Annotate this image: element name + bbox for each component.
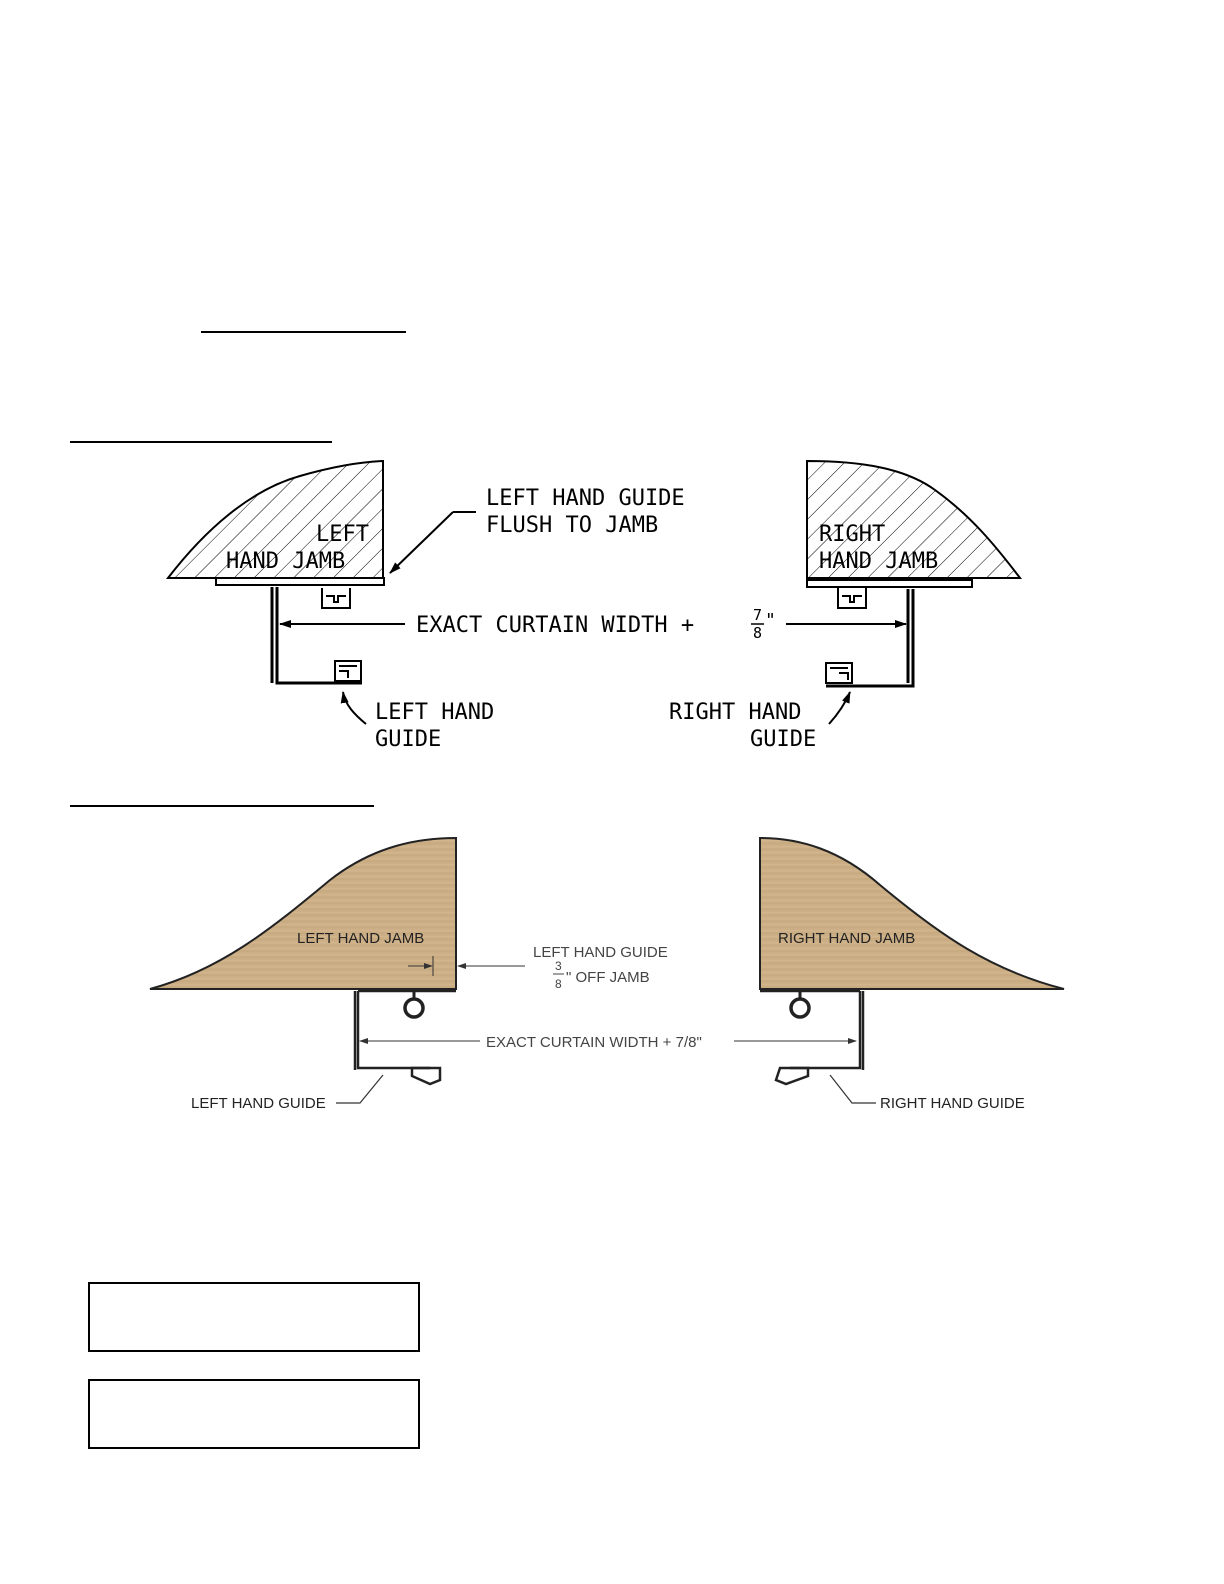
right-jamb2-label: RIGHT HAND JAMB <box>778 930 916 947</box>
drawing-1-labels <box>226 486 938 752</box>
guide-flush-label-2: FLUSH TO JAMB <box>486 513 659 538</box>
width2-label: EXACT CURTAIN WIDTH + 7/8" <box>486 1034 702 1051</box>
guide-flush-label-1: LEFT HAND GUIDE <box>486 486 685 511</box>
left-guide-plate <box>216 578 384 585</box>
right-guide-body <box>760 991 863 1070</box>
left-lower-clip-icon <box>335 661 361 681</box>
left-jamb2-label: LEFT HAND JAMB <box>297 930 425 947</box>
left-guide-eyelet-icon <box>405 991 423 1017</box>
right-guide2-label: RIGHT HAND GUIDE <box>880 1095 1025 1112</box>
width-fraction-den: 8 <box>753 624 763 642</box>
left-guide2-leader <box>336 1075 383 1103</box>
width-label: EXACT CURTAIN WIDTH + <box>416 613 695 638</box>
left-jamb-label-1: LEFT <box>316 522 369 547</box>
offset-fraction-num: 3 <box>555 959 562 973</box>
right-lower-clip-icon <box>826 663 852 683</box>
left-upper-clip-icon <box>322 588 350 608</box>
left-guide2-label: LEFT HAND GUIDE <box>191 1095 326 1112</box>
width-fraction-num: 7 <box>753 606 763 624</box>
right-upper-clip-icon <box>838 588 866 608</box>
offset-label-2: " OFF JAMB <box>566 969 650 986</box>
right-jamb-wood <box>760 838 1064 989</box>
right-guide-label-2: GUIDE <box>750 727 817 752</box>
left-guide-label-2: GUIDE <box>375 727 442 752</box>
right-guide-plate <box>807 580 972 587</box>
right-jamb-label-1: RIGHT <box>819 522 886 547</box>
right-guide-eyelet-icon <box>791 991 809 1017</box>
offset-label-1: LEFT HAND GUIDE <box>533 944 668 961</box>
flush-leader <box>390 512 453 573</box>
left-guide-leader <box>343 692 366 724</box>
right-guide-leader <box>829 692 850 724</box>
offset-fraction-den: 8 <box>555 977 562 991</box>
right-jamb-label-2: HAND JAMB <box>819 549 939 574</box>
left-guide-clip-icon <box>412 1068 440 1084</box>
left-jamb-label-2: HAND JAMB <box>226 549 346 574</box>
right-guide-channel <box>826 589 913 686</box>
width-fraction-unit: " <box>765 610 776 631</box>
left-guide-label-1: LEFT HAND <box>375 700 495 725</box>
right-guide2-leader <box>830 1075 876 1103</box>
left-guide-channel <box>272 587 362 683</box>
right-guide-clip-icon <box>776 1068 808 1084</box>
right-guide-label-1: RIGHT HAND <box>669 700 802 725</box>
